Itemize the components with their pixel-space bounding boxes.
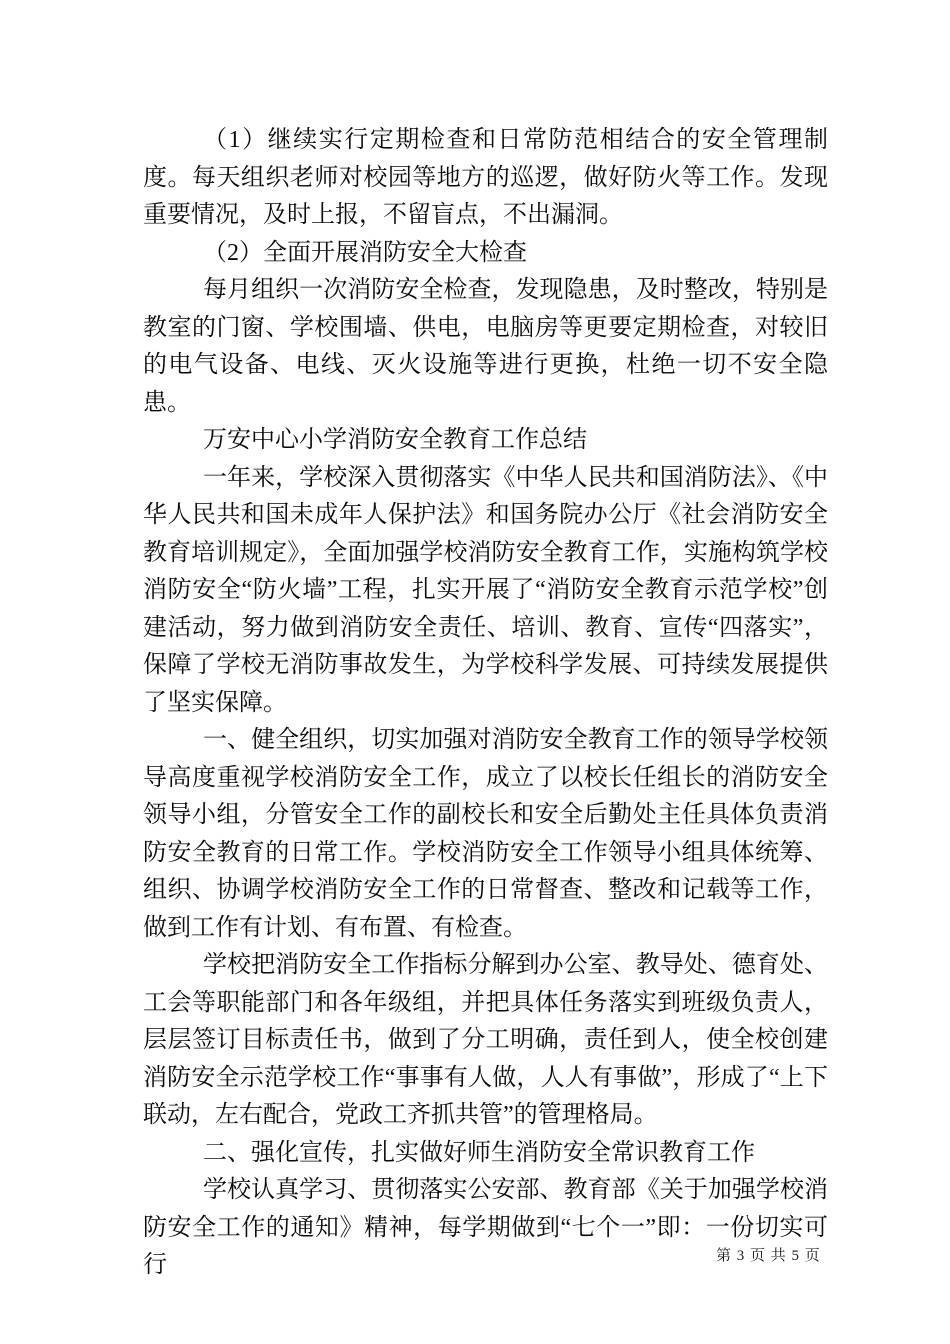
- body-paragraph: 学校认真学习、贯彻落实公安部、教育部《关于加强学校消防安全工作的通知》精神，每学期做到“七个一”即：一份切实可行: [143, 1177, 828, 1278]
- body-paragraph: 一年来，学校深入贯彻落实《中华人民共和国消防法》、《中华人民共和国未成年人保护法》和国务院办公厅《社会消防安全教育培训规定》，全面加强学校消防安全教育工作，实施构筑学校消防安全“防火墙”工程，扎实开展了“消防安全教育示范学校”创建活动，努力做到消防安全责任、培训、教育、宣传“四落实”，保障了学校无消防事故发生，为学校科学发展、可持续发展提供了坚实保障。: [143, 464, 828, 716]
- document-title-line: 万安中心小学消防安全教育工作总结: [203, 427, 587, 453]
- page-number-footer: 第 3 页 共 5 页: [716, 1248, 821, 1264]
- document-body: [143, 122, 828, 1285]
- numbered-item-paragraph: （1）继续实行定期检查和日常防范相结合的安全管理制度。每天组织老师对校园等地方的巡逻，做好防火等工作。发现重要情况，及时上报，不留盲点，不出漏洞。: [143, 127, 828, 228]
- body-paragraph: 学校把消防安全工作指标分解到办公室、教导处、德育处、工会等职能部门和各年级组，并把具体任务落实到班级负责人，层层签订目标责任书，做到了分工明确，责任到人，使全校创建消防安全示范学校工作“事事有人做，人人有事做”，形成了“上下联动，左右配合，党政工齐抓共管”的管理格局。: [143, 952, 828, 1128]
- body-paragraph: 每月组织一次消防安全检查，发现隐患，及时整改，特别是教室的门窗、学校围墙、供电，电脑房等更要定期检查，对较旧的电气设备、电线、灭火设施等进行更换，杜绝一切不安全隐患。: [143, 277, 828, 416]
- section-one-paragraph: 一、健全组织，切实加强对消防安全教育工作的领导学校领导高度重视学校消防安全工作，成立了以校长任组长的消防安全领导小组，分管安全工作的副校长和安全后勤处主任具体负责消防安全教育的日常工作。学校消防安全工作领导小组具体统筹、组织、协调学校消防安全工作的日常督查、整改和记载等工作，做到工作有计划、有布置、有检查。: [143, 727, 828, 941]
- numbered-item-heading: （2）全面开展消防安全大检查: [203, 239, 527, 266]
- section-two-heading: 二、强化宣传，扎实做好师生消防安全常识教育工作: [203, 1139, 755, 1166]
